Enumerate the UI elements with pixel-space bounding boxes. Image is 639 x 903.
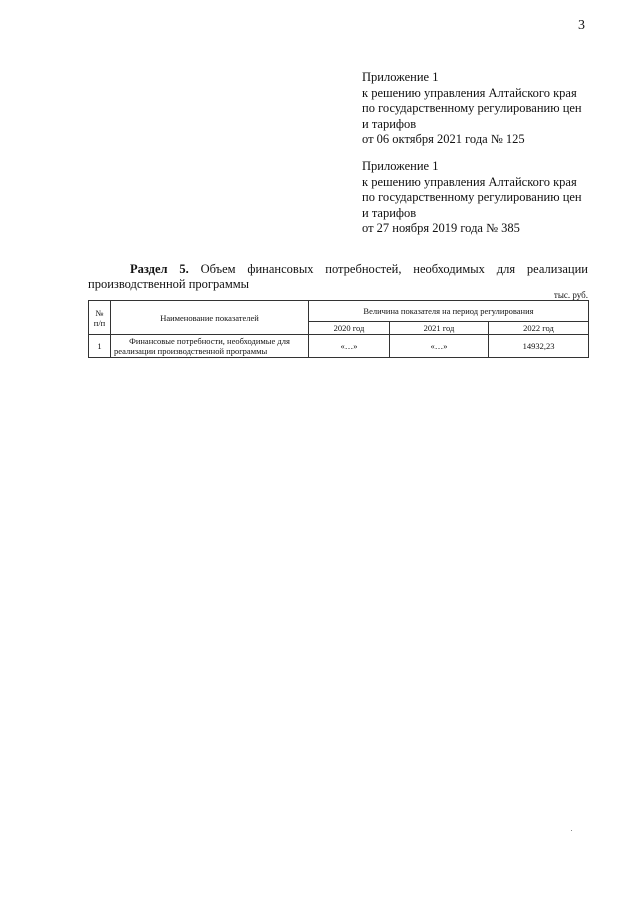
header-year-2021: 2021 год xyxy=(390,322,489,335)
appendix-line: от 27 ноября 2019 года № 385 xyxy=(362,221,520,235)
header-name: Наименование показателей xyxy=(111,301,309,335)
table-row xyxy=(89,335,589,358)
section-title-text: Объем финансовых потребностей, необходимых для реализации производственной программы xyxy=(88,262,588,291)
scan-speck xyxy=(571,830,572,831)
page-number: 3 xyxy=(578,18,585,33)
financial-needs-table xyxy=(88,300,589,358)
appendix-line: Приложение 1 xyxy=(362,70,439,84)
appendix-line: к решению управления Алтайского края xyxy=(362,174,577,189)
section-title xyxy=(88,262,588,292)
row-value-2020: «…» xyxy=(309,335,390,358)
appendix-previous-header xyxy=(362,159,632,237)
header-period-group: Величина показателя на период регулирования xyxy=(309,301,589,322)
units-label: тыс. руб. xyxy=(553,290,588,300)
appendix-line: от 06 октября 2021 года № 125 xyxy=(362,132,525,146)
section-label: Раздел 5. xyxy=(130,262,189,276)
header-number: № п/п xyxy=(89,301,111,335)
header-year-2020: 2020 год xyxy=(309,322,390,335)
row-value-2021: «…» xyxy=(390,335,489,358)
appendix-line: по государственному регулированию цен xyxy=(362,101,582,115)
row-value-2022: 14932,23 xyxy=(489,335,589,358)
appendix-current-header xyxy=(362,70,632,148)
row-name: Финансовые потребности, необходимые для реализации производственной программы xyxy=(111,335,309,358)
appendix-line: Приложение 1 xyxy=(362,159,439,173)
appendix-line: и тарифов xyxy=(362,205,417,220)
appendix-line: по государственному регулированию цен xyxy=(362,190,582,204)
row-number: 1 xyxy=(89,335,111,358)
appendix-line: к решению управления Алтайского края xyxy=(362,85,577,100)
appendix-line: и тарифов xyxy=(362,116,417,131)
header-year-2022: 2022 год xyxy=(489,322,589,335)
